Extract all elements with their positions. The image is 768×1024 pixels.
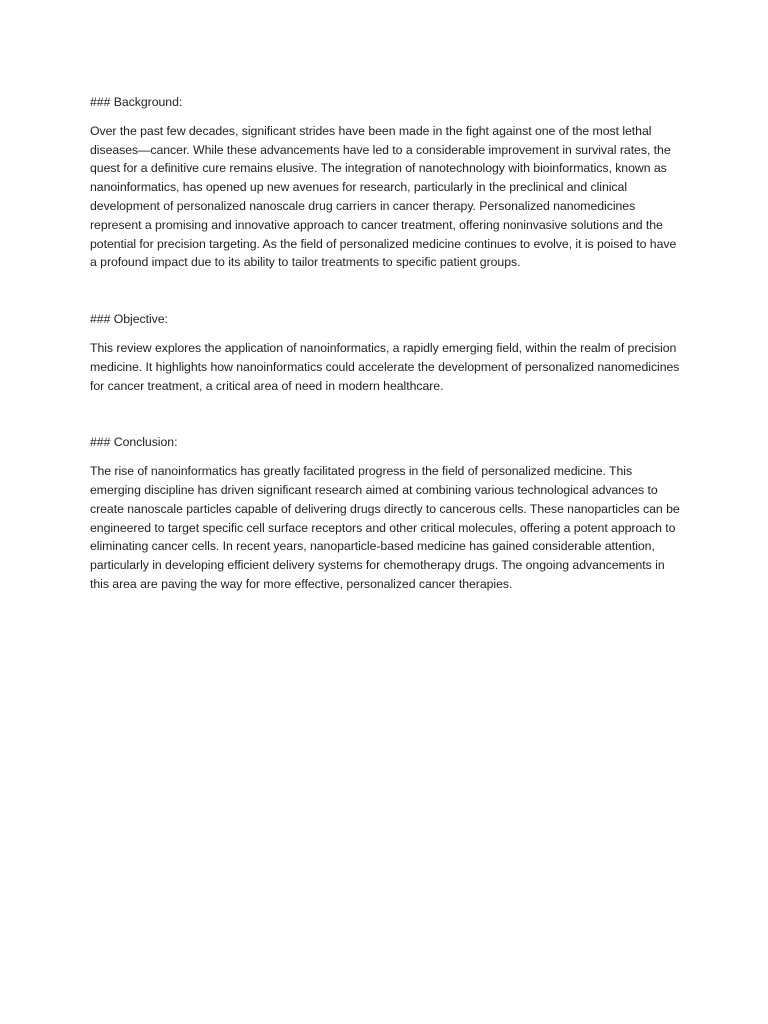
- conclusion-paragraph: The rise of nanoinformatics has greatly facilitated progress in the field of personalized medicine. This emerging discipline has driven significant research aimed at combining various technological advances to create nanoscale particles capable of delivering drugs directly to cancerous cells. These nanoparticles can be engineered to target specific cell surface receptors and other critical molecules, offering a potent approach to eliminating cancer cells. In recent years, nanoparticle-based medicine has gained considerable attention, particularly in developing efficient delivery systems for chemotherapy drugs. The ongoing advancements in this area are paving the way for more effective, personalized cancer therapies.: [90, 464, 680, 591]
- background-heading: ### Background:: [90, 95, 183, 109]
- conclusion-heading: ### Conclusion:: [90, 435, 178, 450]
- objective-heading: ### Objective:: [90, 312, 168, 327]
- conclusion-section: [90, 433, 680, 593]
- objective-paragraph: This review explores the application of nanoinformatics, a rapidly emerging field, within the realm of precision medicine. It highlights how nanoinformatics could accelerate the development of personalized nanomedicines for cancer treatment, a critical area of need in modern healthcare.: [90, 340, 680, 393]
- document-body: [90, 93, 680, 594]
- objective-section: [90, 310, 680, 395]
- background-section: [90, 93, 680, 272]
- background-paragraph: Over the past few decades, significant strides have been made in the fight against one of the most lethal diseases—cancer. While these advancements have led to a considerable improvement in survival rates, the quest for a definitive cure remains elusive. The integration of nanotechnology with bioinformatics, known as nanoinformatics, has opened up new avenues for research, particularly in the preclinical and clinical development of personalized nanoscale drug carriers in cancer therapy. Personalized nanomedicines represent a promising and innovative approach to cancer treatment, offering noninvasive solutions and the potential for precision targeting. As the field of personalized medicine continues to evolve, it is poised to have a profound impact due to its ability to tailor treatments to specific patient groups.: [90, 123, 677, 270]
